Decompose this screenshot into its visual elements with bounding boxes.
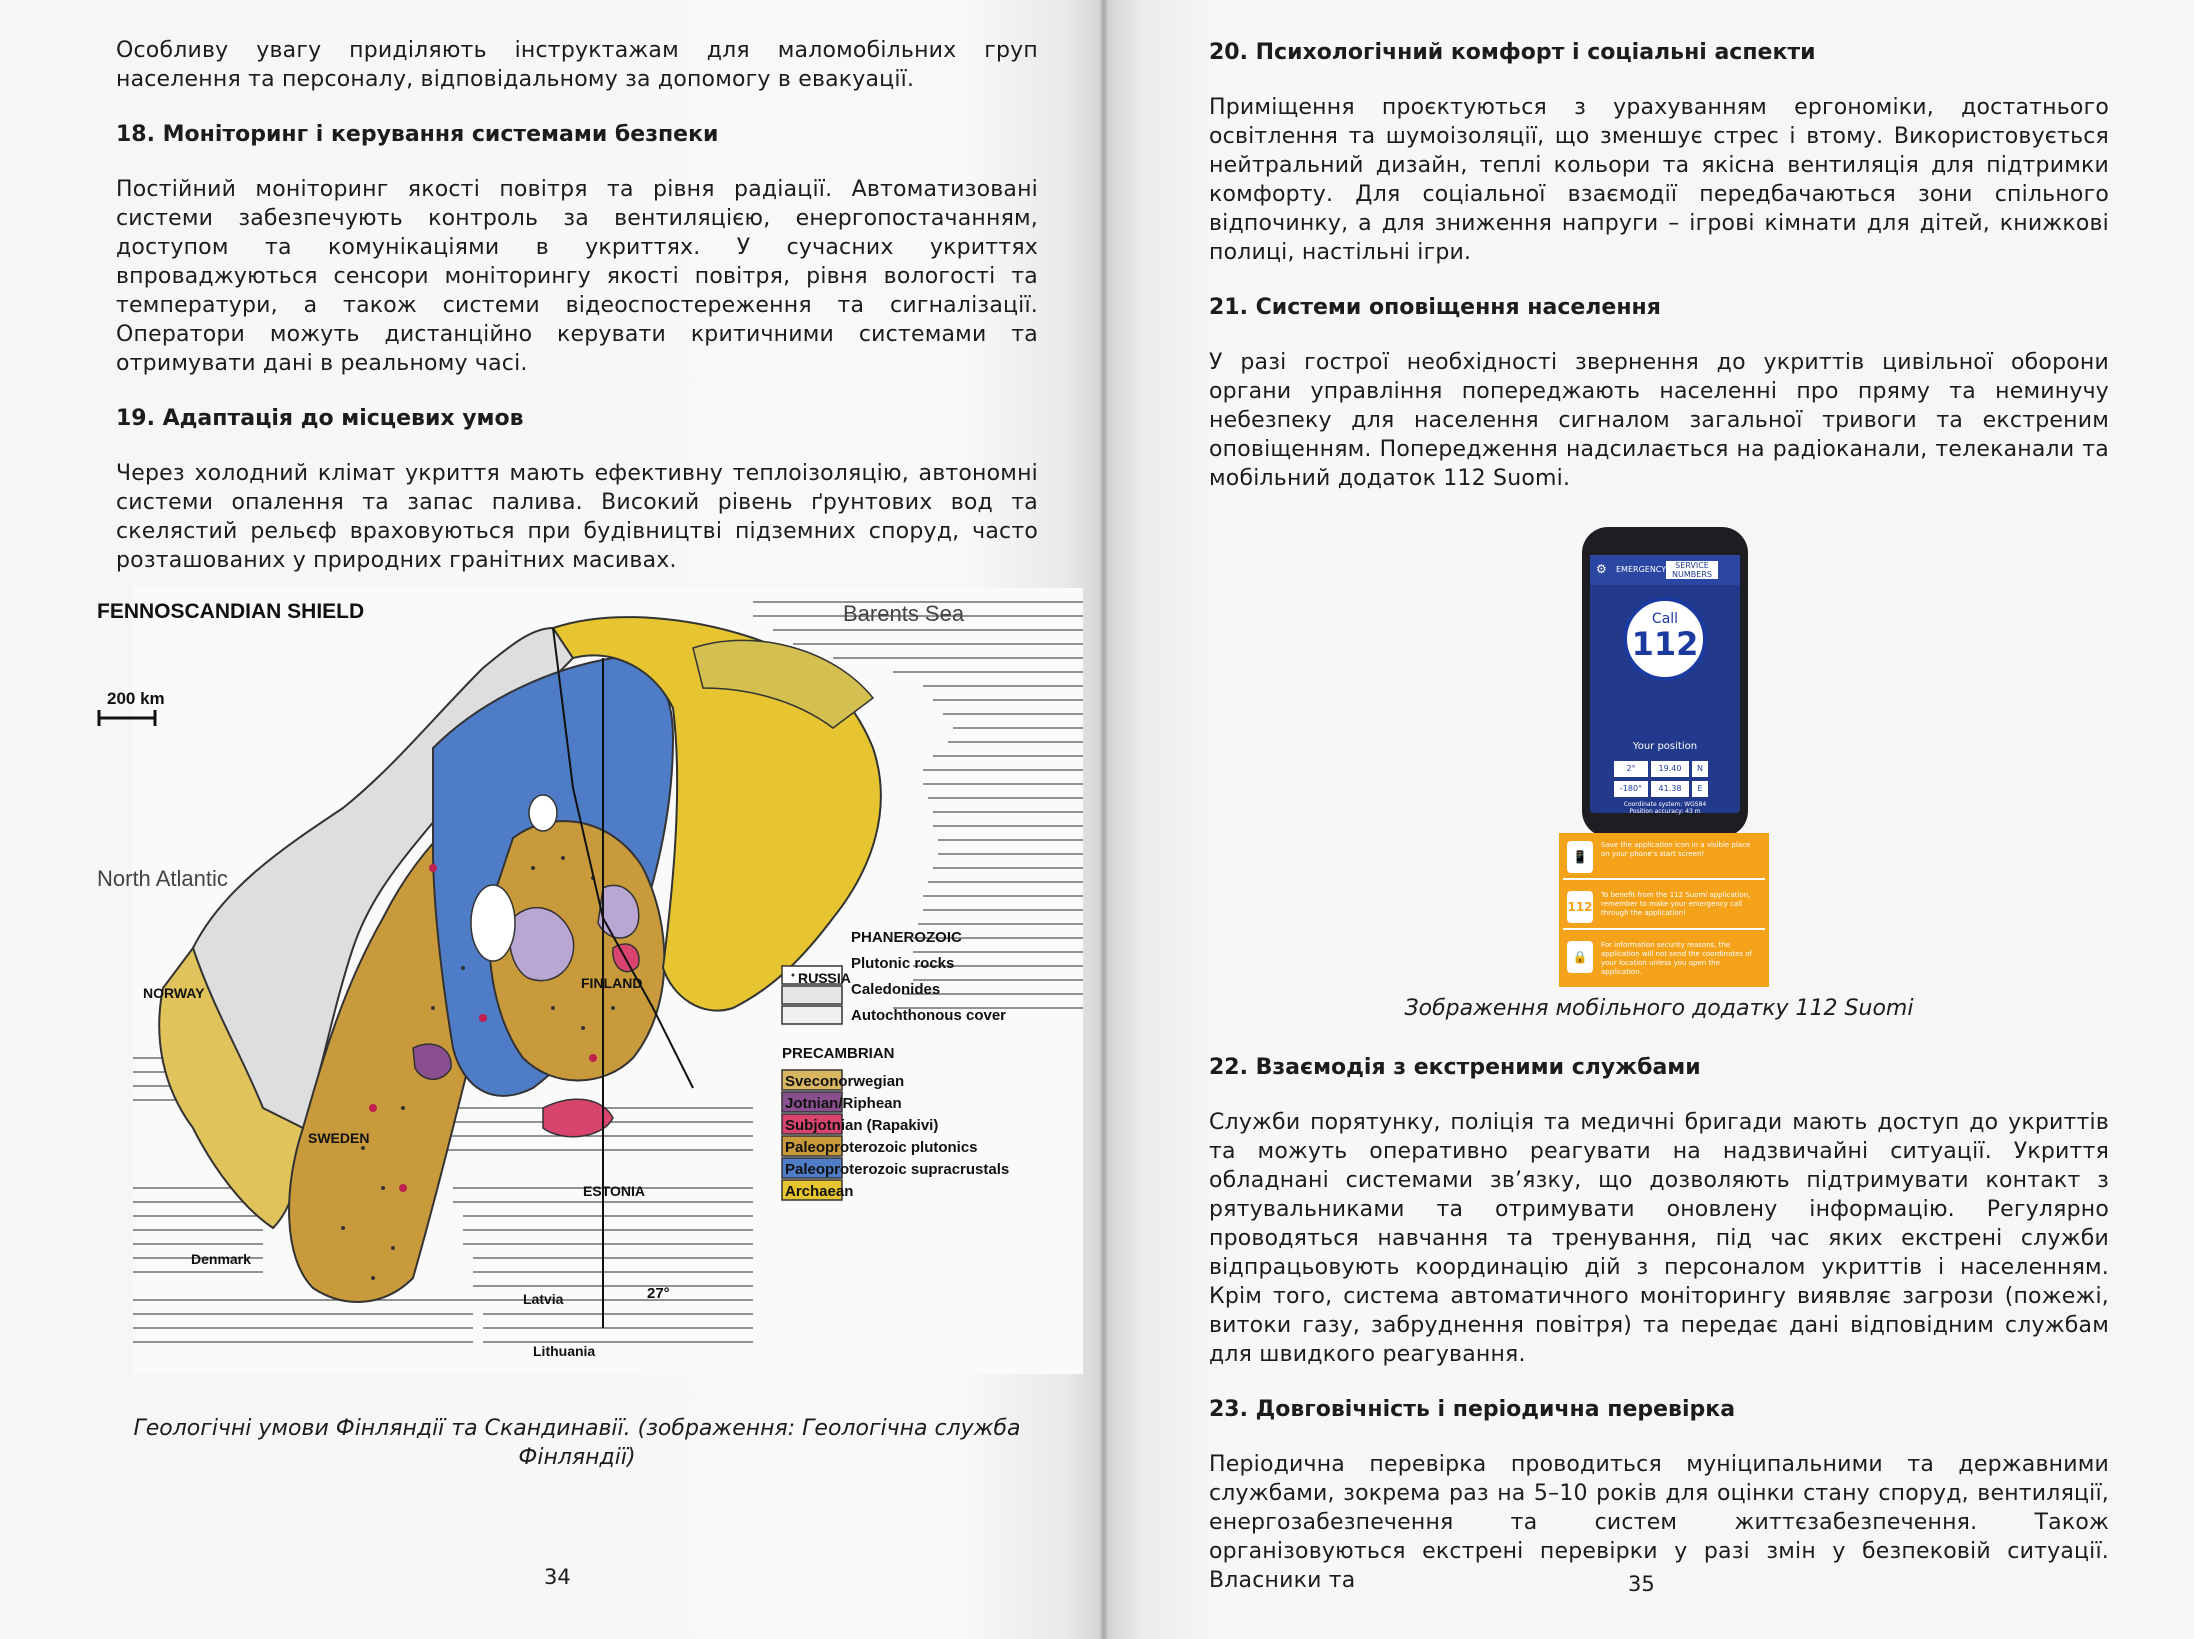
coord-row [1614,781,1724,797]
label-lithuania: Lithuania [533,1343,596,1359]
coord-system: Coordinate system: WGS84 [1623,801,1707,808]
legend-item: Subjotnian (Rapakivi) [785,1117,939,1134]
coord-cell: N [1692,761,1708,777]
jotnian-patch [413,1044,451,1079]
label-finland: FINLAND [581,975,643,991]
legend-item: Sveconorwegian [785,1073,905,1090]
map-title: FENNOSCANDIAN SHIELD [97,600,365,623]
tip-block [1563,885,1765,930]
section-20-heading: 20. Психологічний комфорт і соціальні аспекти [1209,40,1816,65]
legend-item: Autochthonous cover [851,1007,1007,1024]
tip-text: Save the application icon in a visible place on your phone's start screen! [1601,841,1751,858]
section-19-text: Через холодний клімат укриття мають ефективну теплоізоляцію, автономні системи опалення та запас палива. Високий рівень ґрунтових вод та скелястий рельєф враховуються при будівництві підземних споруд, часто розташованих у природних гранітних масивах. [116,461,1038,573]
coord-cell: -180° [1614,781,1648,797]
section-18-text: Постійний моніторинг якості повітря та рівня радіації. Автоматизовані системи забезпечують контроль за вентиляцією, енергопостачанням, доступом та комунікаціями в укриттях. У сучасних укриттях впроваджуються сенсори моніторингу якості повітря, рівня вологості та температури, а також системи відеоспостереження та сигналізації. Оператори можуть дистанційно керувати критичними системами та отримувати дані в реальному часі. [116,177,1038,376]
tip-block [1563,835,1765,880]
tip-text: To benefit from the 112 Suomi application, remember to make your emergency call through the application! [1601,891,1751,917]
coordinate-system-note [1590,801,1740,815]
section-23-heading: 23. Довговічність і періодична перевірка [1209,1397,1736,1422]
label-atlantic: North Atlantic [97,866,228,891]
section-22-heading: 22. Взаємодія з екстреними службами [1209,1055,1701,1080]
page-number-left: 34 [544,1565,571,1589]
call-number: 112 [1631,625,1699,663]
tip-block [1563,935,1765,980]
legend-swatch-caledonides [782,986,842,1004]
intro-paragraph: Особливу увагу приділяють інструктажам для маломобільних груп населення та персоналу, відповідальному за допомогу в евакуації. [116,38,1038,92]
phone-icon: 📱 [1567,841,1593,873]
label-denmark: Denmark [191,1251,251,1267]
phone-tabbar [1590,555,1740,585]
lake-1 [471,885,515,961]
right-text-column-lower [1209,1053,2109,1621]
position-accuracy: Position accuracy: 43 m [1629,808,1701,815]
label-estonia: ESTONIA [583,1183,645,1199]
coord-cell: 2° [1614,761,1648,777]
section-18-heading: 18. Моніторинг і керування системами безпеки [116,122,719,147]
legend-item: Caledonides [851,981,941,998]
page-number-right: 35 [1628,1572,1655,1596]
lock-icon: 🔒 [1567,941,1593,973]
legend-item: Paleoproterozoic plutonics [785,1139,978,1156]
call-label: Call [1651,611,1679,627]
position-title: Your position [1632,741,1698,752]
phone-figure [1555,527,1775,989]
legend-precambrian-title: PRECAMBRIAN [782,1045,895,1062]
label-sweden: SWEDEN [308,1130,370,1146]
coord-cell: E [1692,781,1708,797]
label-russia: RUSSIA [798,970,851,986]
app-112-icon: 112 [1567,891,1593,923]
legend-item: Archaean [785,1183,854,1200]
legend-item: Paleoproterozoic supracrustals [785,1161,1010,1178]
right-text-column [1209,38,2109,519]
legend-item: Jotnian/Riphean [785,1095,902,1112]
app-tips-panel [1559,833,1769,987]
section-21-text: У разі гострої необхідності звернення до укриттів цивільної оборони органи управління попереджають населенні про пряму та неминучу небезпеку для населення сигналом загальної тривоги та екстреним оповіщенням. Попередження надсилається на радіоканали, телеканали та мобільний додаток 112 Suomi. [1209,350,2109,491]
call-button [1623,597,1707,681]
gear-icon: ⚙ [1596,562,1607,576]
section-19-heading: 19. Адаптація до місцевих умов [116,406,524,431]
section-21-heading: 21. Системи оповіщення населення [1209,295,1661,320]
book-gutter [1100,0,1108,1639]
phone-screen [1590,555,1740,813]
geology-map-svg [97,588,1083,1374]
section-22-text: Служби порятунку, поліція та медичні бригади мають доступ до укриттів та можуть оперативно реагувати на надзвичайні ситуації. Укриття обладнані системами зв’язку, що дозволяють підтримувати контакт з рятувальниками та отримувати оновлену інформацію. Регулярно проводяться навчання та тренування, під час яких екстрені служби відпрацьовують координацію дій з персоналом укриттів і населенням. Крім того, система автоматичного моніторингу виявляє загрози (пожежі, витоки газу, забруднення повітря) та передає дані відповідним службам для швидкого реагування. [1209,1110,2109,1367]
phone-device [1582,527,1748,837]
label-barents: Barents Sea [843,601,965,626]
left-text-column [116,36,1038,601]
section-23-text: Періодична перевірка проводиться муніципальними та державними службами, зокрема раз на 5–10 років для оцінки стану споруд, вентиляції, енергозабезпечення та систем життєзабезпечення. Також організовуються екстрені перевірки у разі змін у безпековій ситуації. Власники та [1209,1452,2109,1593]
legend-swatch-autochthonous [782,1006,842,1024]
lake-2 [529,795,557,831]
phone-caption: Зображення мобільного додатку 112 Suomi [1404,996,1914,1021]
label-meridian: 27° [647,1285,670,1302]
geology-map [97,588,1083,1374]
tip-text: For information security reasons, the application will not send the coordinates of your location unless you open the application. [1601,941,1753,976]
scale-label: 200 km [107,689,165,708]
tab-service-numbers: SERVICE NUMBERS [1666,561,1718,579]
legend-phanerozoic-title: PHANEROZOIC [851,929,962,946]
coord-cell: 41.38 [1651,781,1689,797]
tab-emergency: EMERGENCY [1616,565,1667,574]
right-page [1108,0,2194,1639]
coordinates-grid [1614,761,1724,801]
label-norway: NORWAY [143,985,205,1001]
legend-item: Plutonic rocks [851,955,955,972]
map-caption: Геологічні умови Фінляндії та Скандинавії. (зображення: Геологічна служба Фінляндії) [133,1416,1021,1470]
coord-row [1614,761,1724,777]
section-20-text: Приміщення проєктуються з урахуванням ергономіки, достатнього освітлення та шумоізоляції, що зменшує стрес і втому. Використовується нейтральний дизайн, теплі кольори та якісна вентиляція для підтримки комфорту. Для соціальної взаємодії передбачаються зони спільного відпочинку, а для зниження напруги – ігрові кімнати для дітей, книжкові полиці, настільні ігри. [1209,95,2109,265]
label-latvia: Latvia [523,1291,564,1307]
coord-cell: 19.40 [1651,761,1689,777]
